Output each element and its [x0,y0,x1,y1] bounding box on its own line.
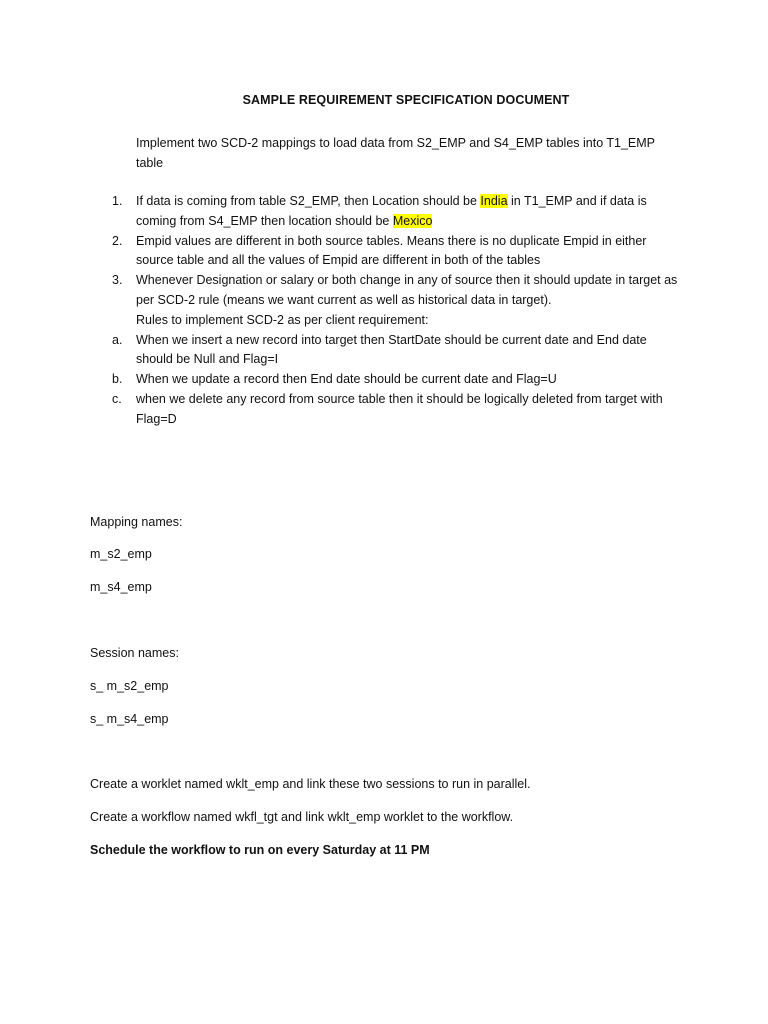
session-name: s_ m_s4_emp [90,712,169,726]
list-marker: a. [112,332,123,347]
intro-paragraph: Implement two SCD-2 mappings to load data from S2_EMP and S4_EMP tables into T1_EMP table [136,136,655,170]
workflow-instruction: Create a workflow named wkfl_tgt and link wklt_emp worklet to the workflow. [90,810,514,824]
session-name: s_ m_s2_emp [90,679,169,693]
requirement-item-1 [90,192,680,232]
requirement-item-2 [90,232,680,272]
highlight-india: India [480,194,508,208]
list-marker: c. [112,391,122,406]
list-marker: 2. [112,233,123,248]
rule-text: When we update a record then End date should be current date and Flag=U [136,372,557,387]
rule-item-a [90,331,680,371]
list-marker: b. [112,372,123,387]
requirement-text-part: If data is coming from table S2_EMP, then Location should be [136,194,481,208]
rule-item-c [90,390,680,430]
rule-text: when we delete any record from source table then it should be logically deleted from target with Flag=D [136,391,663,426]
document-title: SAMPLE REQUIREMENT SPECIFICATION DOCUMENT [242,93,570,107]
list-marker: 1. [112,194,123,208]
rules-heading: Rules to implement SCD-2 as per client requirement: [136,312,429,327]
requirement-text-part: in T1_EMP and if data is coming from S4_EMP then location should be [136,194,647,228]
session-names-label: Session names: [90,646,179,660]
rule-item-b [90,370,680,390]
requirement-text: Whenever Designation or salary or both change in any of source then it should update in target as per SCD-2 rule (means we want current as well as historical data in target). [136,273,678,307]
rule-text: When we insert a new record into target then StartDate should be current date and End date should be Null and Flag=I [136,332,647,367]
requirement-text [136,194,647,228]
mapping-names-label: Mapping names: [90,515,183,529]
highlight-mexico: Mexico [392,213,433,228]
requirement-text: Empid values are different in both source tables. Means there is no duplicate Empid in either source table and all the values of Empid are different in both of the tables [136,233,647,268]
requirements-list [90,192,680,430]
worklet-instruction: Create a worklet named wklt_emp and link these two sessions to run in parallel. [90,777,531,791]
mapping-name: m_s2_emp [90,547,152,561]
requirement-item-3 [90,271,680,311]
list-marker: 3. [112,273,123,288]
mapping-name: m_s4_emp [90,580,152,594]
schedule-instruction: Schedule the workflow to run on every Saturday at 11 PM [90,843,430,857]
